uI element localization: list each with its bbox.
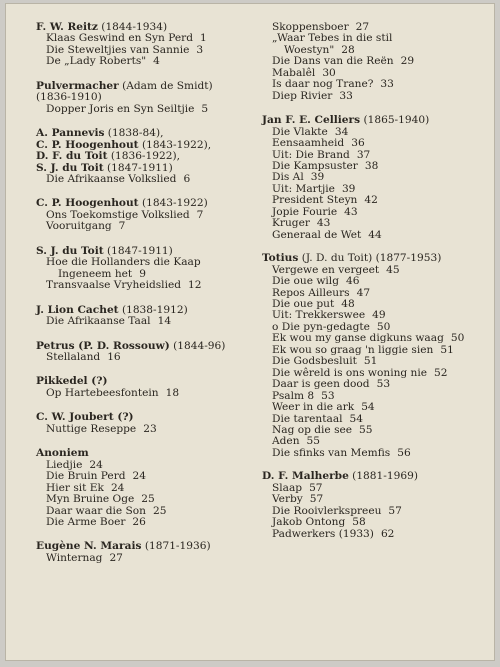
- page-number: 54: [349, 412, 364, 425]
- book-page: [6, 4, 494, 660]
- toc-entry: [262, 253, 494, 459]
- page-number: 39: [341, 182, 356, 195]
- toc-entry: [36, 81, 254, 115]
- page-number: 52: [434, 366, 448, 379]
- poem-title: Diep Rivier: [272, 89, 333, 102]
- toc-entry: [36, 376, 254, 399]
- page-number: 33: [380, 78, 394, 91]
- left-column: [36, 22, 254, 577]
- author-name: S. J. du Toit: [36, 161, 104, 174]
- page-number: 4: [153, 55, 160, 68]
- author-name: C. W. Joubert (?): [36, 411, 134, 424]
- page-number: 23: [143, 422, 157, 435]
- page-number: 28: [341, 43, 355, 56]
- poem-row: [36, 316, 254, 327]
- poem-title: Daar waar die Son: [46, 504, 146, 517]
- author-name: Eugène N. Marais: [36, 540, 142, 553]
- poem-title: Hier sit Ek: [46, 481, 104, 494]
- author-dates: (1871-1936): [141, 540, 211, 553]
- author-dates: (1881-1969): [348, 470, 418, 483]
- author-dates: (1865-1940): [360, 114, 430, 127]
- toc-entry: [36, 412, 254, 435]
- page-number: 5: [201, 102, 209, 115]
- author-dates: (1838-1912): [118, 303, 188, 316]
- page-number: 57: [388, 504, 402, 517]
- poem-row: [262, 529, 494, 540]
- poem-title: Vooruitgang: [46, 220, 112, 233]
- poem-row: [262, 91, 494, 102]
- toc-entry: [36, 448, 254, 528]
- poem-title: o Die pyn-gedagte: [272, 320, 370, 333]
- page-number: 42: [364, 194, 378, 207]
- poem-row: [36, 221, 254, 232]
- page-number: 43: [316, 217, 331, 230]
- page-number: 49: [372, 309, 386, 322]
- page-number: 12: [188, 279, 202, 292]
- poem-title: Die tarentaal: [272, 412, 343, 425]
- page-number: 62: [380, 527, 395, 540]
- page-number: 29: [400, 55, 415, 68]
- page-number: 1: [200, 32, 207, 45]
- poem-title: Die Afrikaanse Volkslied: [46, 172, 177, 185]
- toc-entry: [36, 22, 254, 68]
- page-number: 27: [109, 551, 123, 564]
- page-number: 51: [363, 355, 378, 368]
- page-number: 16: [107, 350, 121, 363]
- poem-title: Eensaamheid: [272, 137, 345, 150]
- author-dates: (1843-1922): [138, 197, 208, 210]
- poem-row: [36, 174, 254, 185]
- page-number: 53: [321, 389, 335, 402]
- poem-title: Verby: [272, 493, 303, 506]
- page-number: 24: [132, 470, 147, 483]
- poem-title: Ek wou my ganse digkuns waag: [272, 332, 444, 345]
- page-number: 7: [196, 208, 204, 221]
- poem-title: Padwerkers (1933): [272, 527, 374, 540]
- author-name: A. Pannevis: [36, 127, 105, 140]
- page-number: 50: [450, 332, 465, 345]
- author-name: C. P. Hoogenhout: [36, 138, 139, 151]
- poem-title: Die Godsbesluit: [272, 355, 357, 368]
- toc-entry: [36, 341, 254, 364]
- author-name: Pikkedel (?): [36, 375, 108, 388]
- poem-row: [262, 230, 494, 241]
- author-dates: (Adam de Smidt): [118, 79, 213, 92]
- author-name: S. J. du Toit: [36, 244, 104, 257]
- toc-entry: [262, 115, 494, 241]
- poem-title: Myn Bruine Oge: [46, 493, 135, 506]
- poem-title: Die Kampsuster: [272, 159, 358, 172]
- poem-title: Klaas Geswind en Syn Perd: [46, 32, 193, 45]
- page-number: 57: [309, 493, 324, 506]
- page-number: 36: [351, 137, 365, 150]
- poem-title: Die sfinks van Memfis: [272, 446, 391, 459]
- page-number: 9: [139, 267, 146, 280]
- poem-title: Slaap: [272, 481, 303, 494]
- page-number: 56: [397, 446, 411, 459]
- page-number: 55: [306, 435, 321, 448]
- author-dates: (1844-1934): [97, 21, 168, 33]
- poem-title: Die Steweltjies van Sannie: [46, 43, 190, 56]
- author-name: C. P. Hoogenhout: [36, 197, 139, 210]
- toc-entry: [36, 198, 254, 232]
- poem-title: Mabalêl: [272, 66, 316, 79]
- page-number: 6: [183, 172, 191, 185]
- page-number: 37: [356, 148, 371, 161]
- page-number: 58: [352, 516, 366, 529]
- poem-title: Ons Toekomstige Volkslied: [46, 208, 190, 221]
- toc-entry: [36, 541, 254, 564]
- poem-title: Die Vlakte: [272, 125, 328, 138]
- poem-title: Jopie Fourie: [272, 205, 338, 218]
- poem-title: Weer in die ark: [272, 401, 355, 414]
- page-number: 30: [322, 66, 336, 79]
- poem-title: Woestyn": [284, 43, 335, 56]
- poem-title: Uit: Die Brand: [272, 148, 350, 161]
- poem-row: [262, 448, 494, 459]
- poem-title: Die Afrikaanse Taal: [46, 315, 151, 328]
- poem-title: Ek wou so graag 'n liggie sien: [272, 343, 434, 356]
- poem-row: [36, 517, 254, 528]
- toc-entry: [262, 471, 494, 540]
- page-number: 53: [376, 378, 391, 391]
- author-dates: (1844-96): [169, 339, 226, 352]
- author-dates-continued: (1836-1910): [36, 91, 102, 104]
- poem-title: Psalm 8: [272, 389, 315, 402]
- poem-title: Die oue put: [272, 297, 335, 310]
- poem-row: [36, 553, 254, 564]
- right-column: [262, 22, 494, 552]
- poem-title: „Waar Tebes in die stil: [272, 32, 393, 45]
- author-name: Pulvermacher: [36, 79, 119, 92]
- page-number: 26: [132, 515, 146, 528]
- page-number: 25: [152, 504, 167, 517]
- author-name: Petrus (P. D. Rossouw): [36, 339, 170, 352]
- poem-title: Die Rooivlerkspreeu: [272, 504, 382, 517]
- toc-entry: [36, 305, 254, 328]
- author-name: Anoniem: [36, 447, 89, 460]
- poem-title: Die Dans van die Reën: [272, 55, 394, 68]
- poem-title: Nuttige Reseppe: [46, 422, 137, 435]
- poem-title: De „Lady Roberts": [46, 55, 147, 68]
- author-name: Totius: [262, 252, 299, 265]
- page-number: 48: [341, 297, 355, 310]
- poem-row: [36, 56, 254, 67]
- poem-row: [36, 424, 254, 435]
- poem-title: Die oue wilg: [272, 275, 339, 288]
- author-name: Jan F. E. Celliers: [262, 114, 361, 127]
- poem-title: Hoe die Hollanders die Kaap: [46, 256, 201, 269]
- page-number: 57: [309, 481, 323, 494]
- poem-row: [36, 352, 254, 363]
- author-dates: (1847-1911): [103, 161, 173, 174]
- author-dates: (1847-1911): [103, 244, 173, 257]
- poem-title: Jakob Ontong: [272, 516, 346, 529]
- poem-title: Uit: Trekkerswee: [272, 309, 366, 322]
- poem-title: Daar is geen dood: [272, 378, 370, 391]
- poem-title: Is daar nog Trane?: [272, 78, 374, 91]
- page-number: 24: [110, 481, 125, 494]
- poem-title: Ingeneem het: [58, 267, 133, 280]
- page-number: 7: [118, 220, 126, 233]
- poem-title: Winternag: [46, 551, 103, 564]
- poem-title: President Steyn: [272, 194, 358, 207]
- poem-title: Die wêreld is ons woning nie: [272, 366, 428, 379]
- poem-title: Op Hartebeesfontein: [46, 386, 159, 399]
- author-dates: (1838-84),: [104, 127, 164, 140]
- page-number: 34: [334, 125, 349, 138]
- page-number: 55: [359, 423, 373, 436]
- page-number: 50: [376, 320, 391, 333]
- page-number: 54: [361, 401, 375, 414]
- poem-title: Repos Ailleurs: [272, 286, 350, 299]
- page-number: 14: [157, 315, 172, 328]
- page-number: 46: [345, 275, 360, 288]
- poem-title: Die Bruin Perd: [46, 470, 126, 483]
- poem-title: Dopper Joris en Syn Seiltjie: [46, 102, 195, 115]
- poem-title: Uit: Martjie: [272, 182, 335, 195]
- poem-title: Transvaalse Vryheidslied: [46, 279, 182, 292]
- page-number: 44: [368, 228, 382, 241]
- toc-entry: [36, 128, 254, 185]
- page-number: 39: [310, 171, 325, 184]
- page-number: 47: [356, 286, 371, 299]
- page-number: 24: [89, 458, 103, 471]
- author-name: D. F. du Toit: [36, 150, 108, 163]
- poem-title: Die Arme Boer: [46, 515, 126, 528]
- toc-entry: [262, 22, 494, 102]
- poem-title: Aden: [272, 435, 300, 448]
- poem-title: Liedjie: [46, 458, 83, 471]
- author-dates: (J. D. du Toit) (1877-1953): [298, 252, 442, 265]
- page-number: 43: [344, 205, 358, 218]
- poem-title: Stellaland: [46, 350, 101, 363]
- author-name: D. F. Malherbe: [262, 470, 349, 483]
- author-name: F. W. Reitz: [36, 21, 98, 33]
- poem-title: Dis Al: [272, 171, 304, 184]
- poem-title: Kruger: [272, 217, 310, 230]
- page-number: 27: [355, 21, 370, 33]
- poem-title: Skoppensboer: [272, 21, 349, 33]
- poem-title: Vergewe en vergeet: [272, 263, 380, 276]
- poem-row: [36, 104, 254, 115]
- page-number: 3: [196, 43, 204, 56]
- poem-title: Nag op die see: [272, 423, 353, 436]
- poem-row: [36, 280, 254, 291]
- toc-entry: [36, 246, 254, 292]
- page-number: 33: [339, 89, 353, 102]
- page-number: 18: [165, 386, 180, 399]
- page-number: 38: [364, 159, 379, 172]
- page-number: 25: [141, 493, 155, 506]
- page-number: 45: [386, 263, 400, 276]
- page-number: 51: [440, 343, 454, 356]
- poem-title: Generaal de Wet: [272, 228, 362, 241]
- author-dates: (1836-1922),: [107, 150, 180, 163]
- poem-row: [36, 388, 254, 399]
- author-name: J. Lion Cachet: [36, 303, 119, 316]
- author-dates: (1843-1922),: [138, 138, 212, 151]
